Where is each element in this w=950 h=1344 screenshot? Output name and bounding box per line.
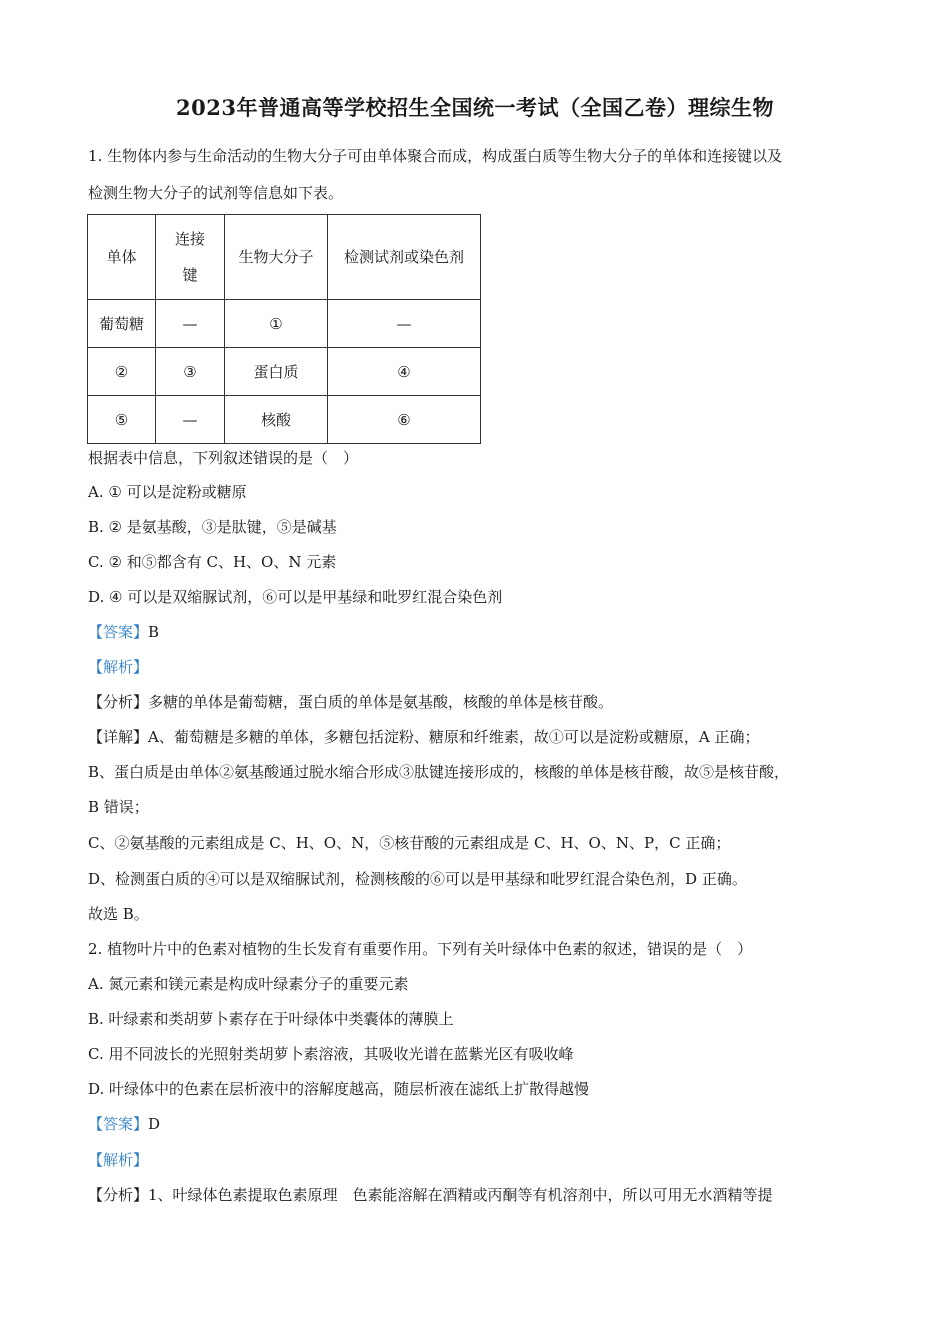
q1-detail-line: 【详解】A、葡萄糖是多糖的单体，多糖包括淀粉、糖原和纤维素，故①可以是淀粉或糖原，A 正确； (88, 728, 760, 746)
q1-option-d: D. ④ 可以是双缩脲试剂，⑥可以是甲基绿和吡罗红混合染色剂 (88, 588, 503, 606)
answer-value: B (148, 623, 160, 641)
q1-answer (88, 622, 159, 642)
answer-tag: 【答案】 (88, 623, 149, 641)
page-title: 2023年普通高等学校招生全国统一考试（全国乙卷）理综生物 (176, 95, 774, 120)
answer-tag: 【答案】 (88, 1115, 149, 1133)
q1-question: 根据表中信息，下列叙述错误的是（ ） (88, 449, 359, 467)
q1-option-b: B. ② 是氨基酸，③是肽键，⑤是碱基 (88, 518, 337, 536)
table-cell: ③ (156, 348, 225, 396)
table-cell: ⑤ (88, 396, 156, 444)
table-row (88, 396, 481, 444)
q2-option-a: A. 氮元素和镁元素是构成叶绿素分子的重要元素 (88, 975, 409, 993)
q2-option-d: D. 叶绿体中的色素在层析液中的溶解度越高，随层析液在滤纸上扩散得越慢 (88, 1080, 590, 1098)
q2-answer (88, 1114, 160, 1134)
q1-detail-line: C、②氨基酸的元素组成是 C、H、O、N，⑤核苷酸的元素组成是 C、H、O、N、P，C 正确； (88, 834, 731, 852)
header-lianjiejian: 连接键 (174, 230, 205, 284)
table-cell: 核酸 (225, 396, 328, 444)
q1-fenxi: 【分析】多糖的单体是葡萄糖，蛋白质的单体是氨基酸，核酸的单体是核苷酸。 (88, 693, 614, 711)
table-cell: 蛋白质 (225, 348, 328, 396)
table-cell: 葡萄糖 (88, 300, 156, 348)
q1-detail-line: B、蛋白质是由单体②氨基酸通过脱水缩合形成③肽键连接形成的，核酸的单体是核苷酸，故⑤是核苷酸， (88, 763, 790, 781)
table-cell: ① (225, 300, 328, 348)
q1-analysis-tag: 【解析】 (88, 658, 149, 676)
table-header-cell: 检测试剂或染色剂 (328, 215, 481, 300)
q1-stem-line2: 检测生物大分子的试剂等信息如下表。 (88, 184, 344, 202)
q1-stem-line1: 1. 生物体内参与生命活动的生物大分子可由单体聚合而成，构成蛋白质等生物大分子的单体和连接键以及 (88, 147, 783, 165)
table-cell: ② (88, 348, 156, 396)
answer-value: D (148, 1115, 161, 1133)
table-header-cell: 生物大分子 (225, 215, 328, 300)
q2-option-b: B. 叶绿素和类胡萝卜素存在于叶绿体中类囊体的薄膜上 (88, 1010, 454, 1028)
table-cell: — (156, 396, 225, 444)
q1-detail-line: D、检测蛋白质的④可以是双缩脲试剂，检测核酸的⑥可以是甲基绿和吡罗红混合染色剂，D 正确。 (88, 870, 747, 888)
table-cell: ④ (328, 348, 481, 396)
table-row (88, 300, 481, 348)
table-header-cell: 单体 (88, 215, 156, 300)
q1-option-c: C. ② 和⑤都含有 C、H、O、N 元素 (88, 553, 337, 571)
table-header-row (88, 215, 481, 300)
table-header-cell (156, 215, 225, 300)
table-cell: — (156, 300, 225, 348)
q2-stem: 2. 植物叶片中的色素对植物的生长发育有重要作用。下列有关叶绿体中色素的叙述，错误的是（ ） (88, 940, 753, 958)
q2-fenxi: 【分析】1、叶绿体色素提取色素原理 色素能溶解在酒精或丙酮等有机溶剂中，所以可用无水酒精等提 (88, 1186, 773, 1204)
monomer-table (87, 214, 481, 444)
q1-detail-line: 故选 B。 (88, 905, 149, 923)
q2-option-c: C. 用不同波长的光照射类胡萝卜素溶液，其吸收光谱在蓝紫光区有吸收峰 (88, 1045, 574, 1063)
q1-detail-line: B 错误； (88, 798, 149, 816)
table-cell: — (328, 300, 481, 348)
table-row (88, 348, 481, 396)
table-cell: ⑥ (328, 396, 481, 444)
q2-analysis-tag: 【解析】 (88, 1151, 149, 1169)
q1-option-a: A. ① 可以是淀粉或糖原 (88, 483, 247, 501)
